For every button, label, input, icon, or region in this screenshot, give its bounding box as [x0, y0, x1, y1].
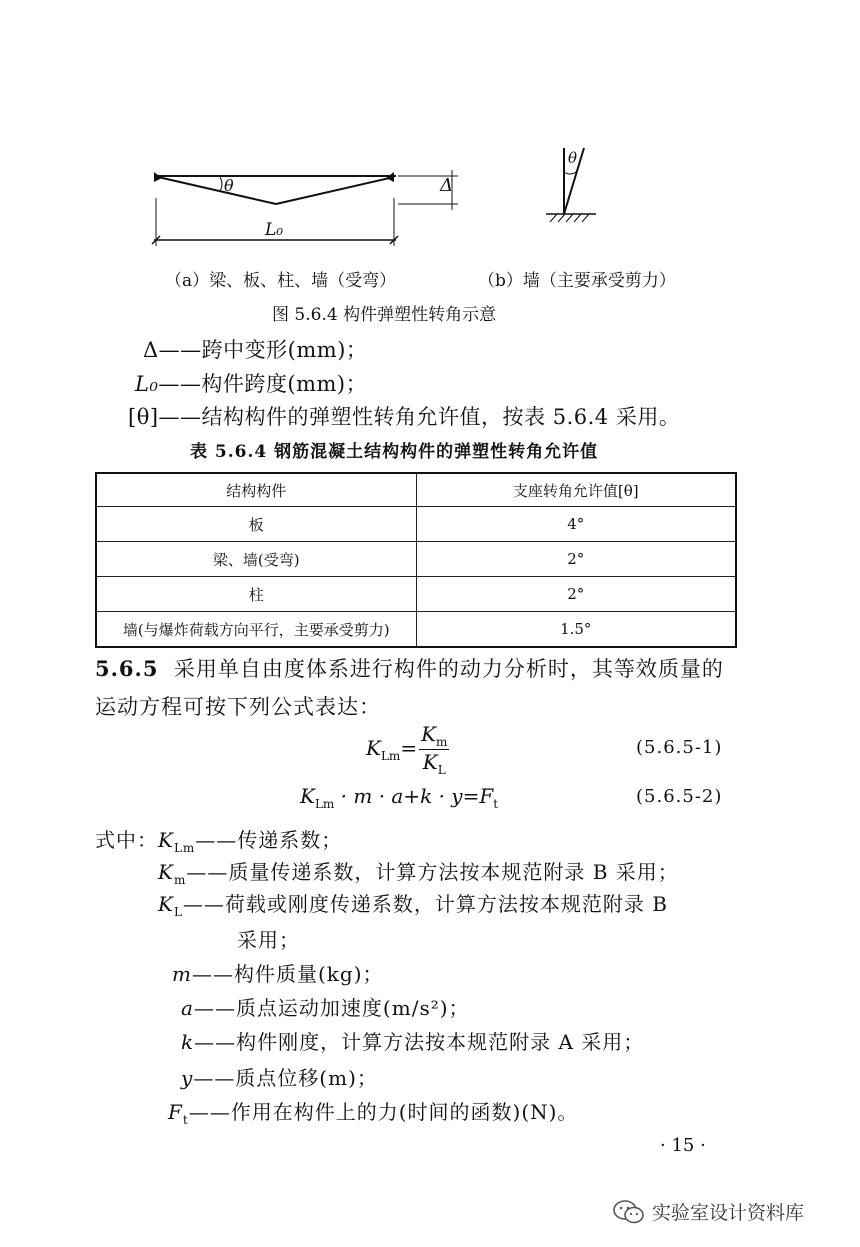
rotation-allowance-table [95, 472, 737, 648]
label-delta: Δ [440, 175, 453, 196]
equation-1: $K_{Lm}=$ $\frac{K_m}{K_L}$ [366, 722, 448, 777]
table-row [96, 507, 736, 542]
symbol-delta-desc: ——跨中变形(mm)； [158, 338, 368, 362]
def-KLm: 式中：$K_{Lm}——$传递系数； [95, 828, 343, 855]
label-theta-b: θ [568, 149, 578, 167]
watermark [612, 1198, 804, 1225]
table-cell: 柱 [96, 577, 416, 612]
table-header-cell: 支座转角允许值[θ] [416, 473, 736, 507]
table-row [96, 577, 736, 612]
def-desc: ——质量传递系数，计算方法按本规范附录 B 采用； [186, 860, 679, 884]
symbol-L0-desc: ——构件跨度(mm)； [158, 372, 368, 396]
figure-title: 图 5.6.4 构件弹塑性转角示意 [272, 305, 497, 325]
section-paragraph [95, 650, 755, 726]
symbol-delta-line [143, 334, 367, 364]
def-desc: ——作用在构件上的力(时间的函数)(N)。 [188, 1100, 579, 1124]
symbol-L0: L₀ [135, 372, 159, 396]
symbol-L0-line [135, 368, 367, 398]
symbol-theta-line [128, 401, 680, 431]
def-KL: $K_L——$荷载或刚度传递系数，计算方法按本规范附录 B [158, 892, 668, 919]
watermark-text: 实验室设计资料库 [652, 1202, 805, 1224]
beam-rotation-figure [140, 160, 480, 260]
table-cell: 2° [416, 542, 736, 577]
def-k: k——构件刚度，计算方法按本规范附录 A 采用； [181, 1030, 645, 1054]
table-cell: 板 [96, 507, 416, 542]
def-desc: ——质点位移(m)； [193, 1066, 378, 1090]
table-title: 表 5.6.4 钢筋混凝土结构构件的弹塑性转角允许值 [190, 442, 599, 462]
symbol-delta: Δ [143, 338, 159, 362]
def-desc: ——构件质量(kg)； [191, 962, 384, 986]
table-row [96, 612, 736, 648]
def-desc: ——传递系数； [195, 828, 343, 852]
table-cell: 1.5° [416, 612, 736, 648]
def-y: y——质点位移(m)； [181, 1066, 378, 1090]
def-a: a——质点运动加速度(m/s²)； [181, 996, 470, 1020]
equation-2: $K_{Lm} \cdot m \cdot a+k \cdot y=F_t$ [300, 784, 499, 811]
section-text-line1: 采用单自由度体系进行构件的动力分析时，其等效质量的 [173, 657, 724, 681]
table-header-row [96, 473, 736, 507]
equation-2-number: (5.6.5-2) [636, 786, 723, 807]
table-cell: 梁、墙(受弯) [96, 542, 416, 577]
def-Ft: $F_t——$作用在构件上的力(时间的函数)(N)。 [168, 1100, 579, 1127]
section-text-line2: 运动方程可按下列公式表达： [95, 695, 381, 719]
def-Km: $K_m——$质量传递系数，计算方法按本规范附录 B 采用； [158, 860, 679, 887]
table-row [96, 542, 736, 577]
label-L0: L₀ [265, 220, 284, 240]
def-desc: ——质点运动加速度(m/s²)； [193, 996, 470, 1020]
def-desc: ——构件刚度，计算方法按本规范附录 A 采用； [194, 1030, 645, 1054]
def-desc: 采用； [237, 928, 300, 952]
wechat-icon [612, 1199, 646, 1225]
def-m: m——构件质量(kg)； [172, 962, 384, 986]
table-cell: 4° [416, 507, 736, 542]
label-theta-a: θ [224, 176, 234, 195]
table-cell: 2° [416, 577, 736, 612]
symbol-theta-desc: ——结构构件的弹塑性转角允许值，按表 5.6.4 采用。 [158, 405, 681, 429]
equation-1-number: (5.6.5-1) [636, 737, 723, 758]
def-KL-cont [237, 924, 300, 953]
def-desc: ——荷载或刚度传递系数，计算方法按本规范附录 B [182, 892, 668, 916]
section-number: 5.6.5 [95, 656, 159, 681]
caption-b: （b）墙（主要承受剪力） [478, 271, 676, 291]
symbol-theta: [θ] [128, 405, 159, 429]
page-number: · 15 · [660, 1135, 706, 1156]
caption-a: （a）梁、板、柱、墙（受弯） [165, 271, 397, 291]
def-intro: 式中： [95, 828, 158, 852]
table-cell: 墙(与爆炸荷载方向平行，主要承受剪力) [96, 612, 416, 648]
table-header-cell: 结构构件 [96, 473, 416, 507]
